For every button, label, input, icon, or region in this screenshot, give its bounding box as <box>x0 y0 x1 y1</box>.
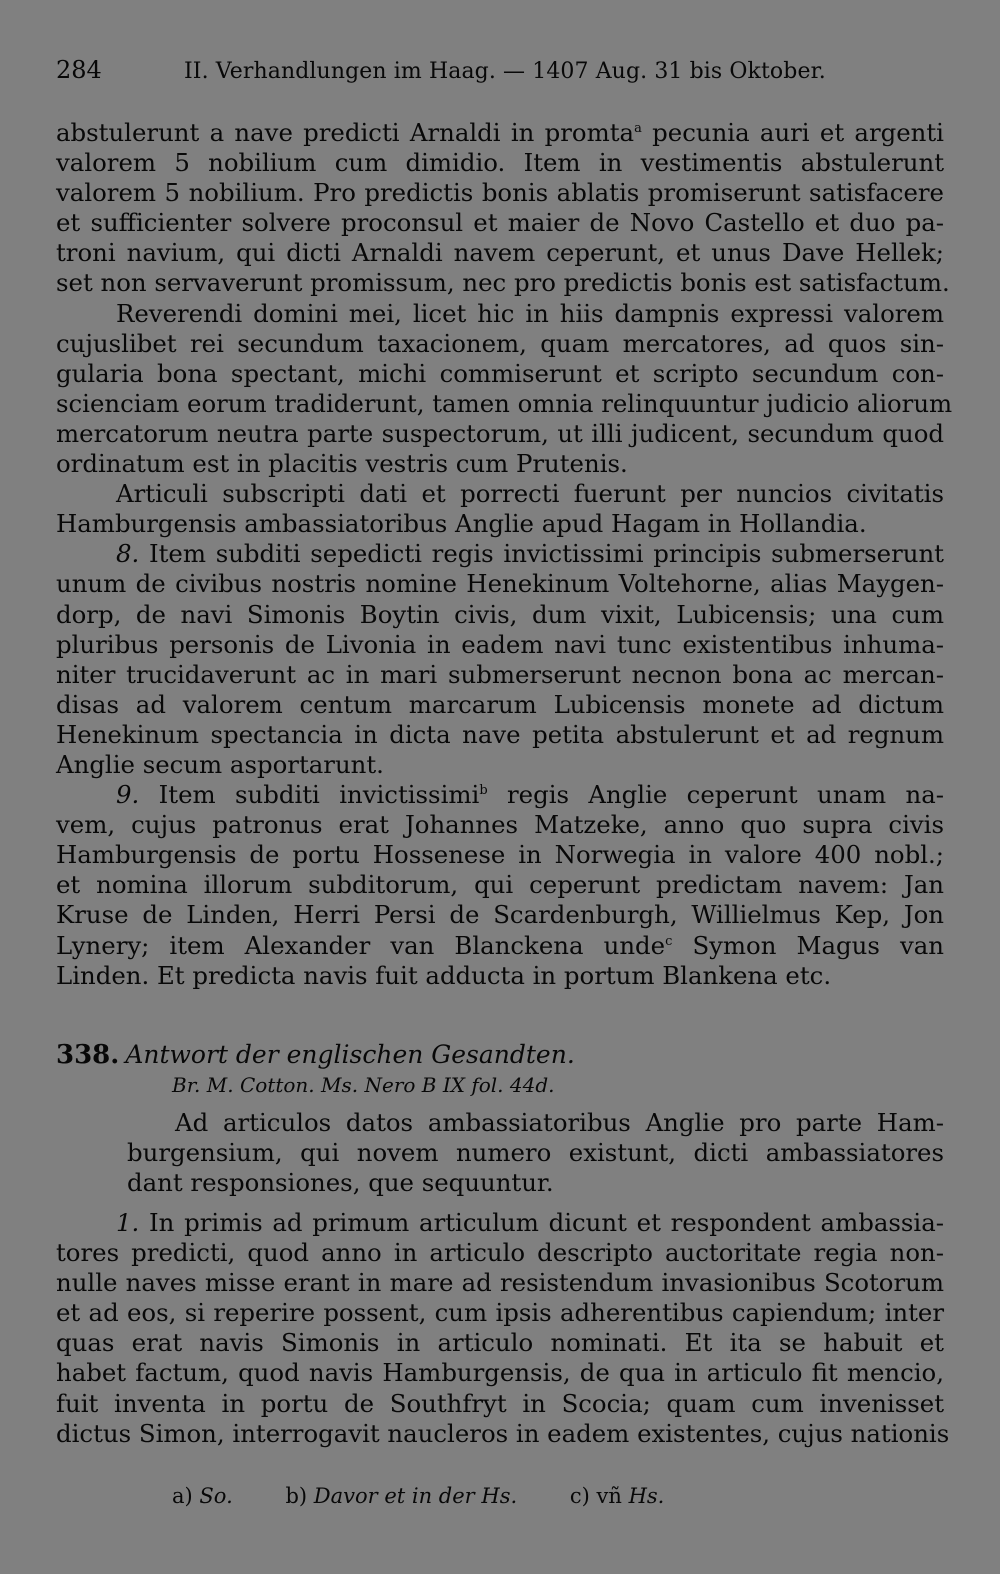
item-number: 1. <box>116 1208 140 1237</box>
text-line: Reverendi domini mei, licet hic in hiis dampnis expressi valorem <box>116 298 944 328</box>
text-line: nulle naves misse erant in mare ad resistendum invasionibus Scotorum <box>56 1268 944 1298</box>
document-heading <box>56 1040 944 1070</box>
text-line: disas ad valorem centum marcarum Lubicensis monete ad dictum <box>56 689 944 719</box>
footnote-mark: b <box>479 782 488 798</box>
text-line: unum de civibus nostris nomine Henekinum Voltehorne, alias Maygen- <box>56 569 944 599</box>
text-line: et sufficienter solvere proconsul et maier de Novo Castello et duo pa- <box>56 208 944 238</box>
text-line: 8. Item subditi sepedicti regis invictissimi principis submerserunt <box>116 539 944 569</box>
footnote: a) So. <box>172 1484 233 1508</box>
text-line: Kruse de Linden, Herri Persi de Scardenburgh, Willielmus Kep, Jon <box>56 900 944 930</box>
running-header <box>56 56 946 86</box>
text-line: Hamburgensis de portu Hossenese in Norwegia in valore 400 nobl.; <box>56 840 944 870</box>
page-number: 284 <box>56 56 102 84</box>
text-line: mercatorum neutra parte suspectorum, ut illi judicent, secundum quod <box>56 418 944 448</box>
footnote: b) Davor et in der Hs. <box>285 1484 518 1508</box>
source-citation: Br. M. Cotton. Ms. Nero B IX fol. 44d. <box>172 1073 555 1097</box>
text-line: fuit inventa in portu de Southfryt in Scocia; quam cum invenisset <box>56 1388 944 1418</box>
text-line: pluribus personis de Livonia in eadem navi tunc existentibus inhuma- <box>56 629 944 659</box>
body-text-top <box>56 118 953 991</box>
footnote-mark: a <box>634 120 642 136</box>
text-line: valorem 5 nobilium cum dimidio. Item in vestimentis abstulerunt <box>56 148 944 178</box>
text-line: Henekinum spectancia in dicta nave petita abstulerunt et ad regnum <box>56 719 944 749</box>
running-title: II. Verhandlungen im Haag. — 1407 Aug. 31 bis Oktober. <box>184 59 826 84</box>
text-line: niter trucidaverunt ac in mari submerserunt necnon bona ac mercan- <box>56 659 944 689</box>
text-line: set non servaverunt promissum, nec pro predictis bonis est satisfactum. <box>56 268 950 298</box>
text-line: cujuslibet rei secundum taxacionem, quam mercatores, ad quos sin- <box>56 328 944 358</box>
text-line: et nomina illorum subditorum, qui ceperunt predictam navem: Jan <box>56 870 944 900</box>
text-line: gularia bona spectant, michi commiserunt et scripto secundum con- <box>56 358 944 388</box>
text-line: vem, cujus patronus erat Johannes Matzeke, anno quo supra civis <box>56 810 944 840</box>
text-line: burgensium, qui novem numero existunt, dicti ambassiatores <box>127 1138 944 1168</box>
text-line: Lynery; item Alexander van Blanckena unde$^c$ Symon Magus van <box>56 930 944 960</box>
footnotes <box>172 1484 952 1508</box>
document-number: 338. <box>56 1040 120 1070</box>
text-line: scienciam eorum tradiderunt, tamen omnia relinquuntur judicio aliorum <box>56 388 953 418</box>
item-number: 9. <box>116 780 140 810</box>
text-line: et ad eos, si reperire possent, cum ipsis adherentibus capiendum; inter <box>56 1298 944 1328</box>
text-line: quas erat navis Simonis in articulo nominati. Et ita se habuit et <box>56 1328 944 1358</box>
text-line: tores predicti, quod anno in articulo descripto auctoritate regia non- <box>56 1238 944 1268</box>
text-line: troni navium, qui dicti Arnaldi navem ceperunt, et unus Dave Hellek; <box>56 238 944 268</box>
text-line: valorem 5 nobilium. Pro predictis bonis ablatis promiserunt satisfacere <box>56 178 944 208</box>
text-line: ordinatum est in placitis vestris cum Prutenis. <box>56 449 628 479</box>
text-line: Articuli subscripti dati et porrecti fuerunt per nuncios civitatis <box>116 479 944 509</box>
text-line: abstulerunt a nave predicti Arnaldi in promta$^a$ pecunia auri et argenti <box>56 118 944 147</box>
text-line: dant responsiones, que sequuntur. <box>127 1168 554 1198</box>
body-text-bottom <box>56 1208 950 1449</box>
text-line: habet factum, quod navis Hamburgensis, de qua in articulo fit mencio, <box>56 1358 944 1388</box>
text-line: 1. In primis ad primum articulum dicunt et respondent ambassia- <box>116 1208 944 1237</box>
footnote-mark: c <box>665 933 673 949</box>
text-line: dorp, de navi Simonis Boytin civis, dum vixit, Lubicensis; una cum <box>56 599 944 629</box>
intro-paragraph <box>127 1108 944 1198</box>
text-line: 9. Item subditi invictissimi$^b$ regis Anglie ceperunt unam na- <box>116 780 944 810</box>
text-line: dictus Simon, interrogavit naucleros in eadem existentes, cujus nationis <box>56 1418 950 1448</box>
text-line: Anglie secum asportarunt. <box>56 749 384 779</box>
footnote: c) vñ Hs. <box>569 1484 665 1508</box>
document-title: Antwort der englischen Gesandten. <box>125 1040 575 1069</box>
text-line: Linden. Et predicta navis fuit adducta in portum Blankena etc. <box>56 960 832 990</box>
text-line: Ad articulos datos ambassiatoribus Anglie pro parte Ham- <box>175 1108 944 1137</box>
item-number: 8. <box>116 539 140 569</box>
text-line: Hamburgensis ambassiatoribus Anglie apud Hagam in Hollandia. <box>56 509 867 539</box>
